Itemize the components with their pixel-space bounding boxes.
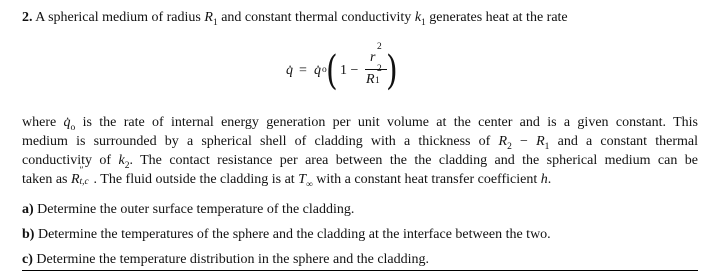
minus-sign: − <box>511 134 537 149</box>
eq-numerator: r <box>370 50 376 65</box>
subscript: o <box>70 122 76 133</box>
text-segment: . The contact resistance per area between the the cladding and the spherical medium can be <box>129 153 698 168</box>
paragraph-line-3 <box>22 152 698 169</box>
paragraph-line-4: taken as R ″ t,c . The fluid outside the cladding is at $T_\infty$ with a constant heat transfer coefficient h. <box>22 166 552 190</box>
text-segment: generates heat at the rate <box>425 10 568 25</box>
eq-q0: q̇ <box>314 63 321 78</box>
paragraph-line-1 <box>22 114 698 131</box>
symbol-R2: R <box>498 134 508 149</box>
text-segment: A spherical medium of radius <box>35 10 205 25</box>
symbol-R1: R <box>536 134 545 149</box>
eq-one-minus: 1 − <box>340 63 359 78</box>
subscript: 1 <box>212 17 218 28</box>
part-label: b) <box>22 227 35 242</box>
text-segment: where <box>22 115 57 130</box>
eq-lhs: q̇ <box>286 63 293 78</box>
text-segment: taken as <box>22 172 68 187</box>
text-segment: . The fluid outside the cladding is at <box>93 172 299 187</box>
eq-denominator: R <box>366 72 375 87</box>
text-segment: is the rate of internal energy generation per unit volume at the center and is a given constant. This <box>82 115 698 130</box>
symbol-h: h <box>540 172 548 187</box>
subscript: 1 <box>421 17 426 28</box>
problem-number: 2. <box>22 10 33 25</box>
part-text: Determine the temperatures of the sphere and the cladding at the interface between the two. <box>37 227 551 242</box>
eq-equals: = <box>299 63 307 78</box>
text-segment: medium is surrounded by a spherical shell of cladding with a thickness of <box>22 134 491 149</box>
eq-close-paren: ) <box>385 48 398 94</box>
part-label: c) <box>22 252 33 267</box>
text-segment: with a constant heat transfer coefficient <box>312 172 541 187</box>
eq-fraction-bar <box>365 69 387 70</box>
part-a <box>22 201 354 218</box>
part-label: a) <box>22 202 34 217</box>
symbol-R: R <box>204 10 213 25</box>
text-segment: conductivity of <box>22 153 112 168</box>
problem-statement-line-1 <box>22 9 568 26</box>
symbol-T-infinity: T <box>298 172 306 187</box>
paragraph-line-2 <box>22 133 698 150</box>
subscript: 2 <box>124 160 130 171</box>
symbol-q: q̇ <box>63 115 71 130</box>
text-segment: and constant thermal conductivity <box>217 10 415 25</box>
heat-generation-equation: q̇ = q̇ o ( 1 − r 2 R 1 ) <box>286 42 398 94</box>
part-text: Determine the outer surface temperature of the cladding. <box>37 202 355 217</box>
eq-open-paren: ( <box>325 48 338 94</box>
subscript: ∞ <box>306 179 313 190</box>
bottom-rule <box>22 270 698 271</box>
symbol-Rtc: R <box>70 172 80 187</box>
text-segment: and a constant thermal <box>549 134 698 149</box>
symbol-k2: k <box>118 153 125 168</box>
part-b <box>22 226 551 243</box>
part-c <box>22 251 429 268</box>
text-segment: . <box>547 172 552 187</box>
subscript: 1 <box>544 141 550 152</box>
part-text: Determine the temperature distribution in the sphere and the cladding. <box>36 252 430 267</box>
symbol-k: k <box>414 10 422 25</box>
subscript: 2 <box>507 141 512 152</box>
